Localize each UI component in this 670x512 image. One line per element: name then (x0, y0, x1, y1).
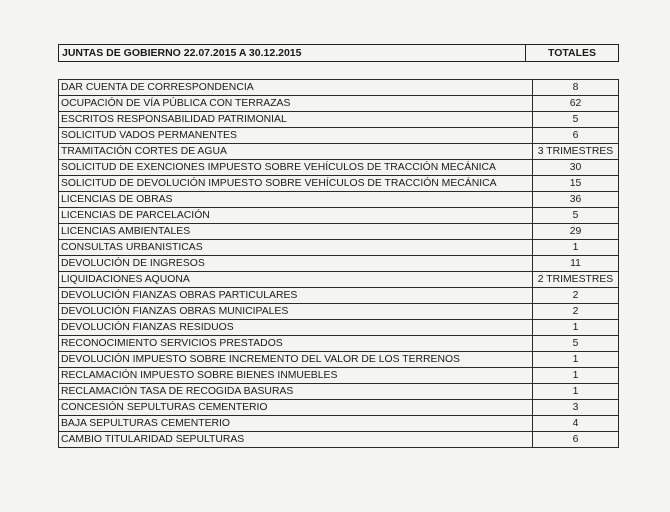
row-total: 5 (533, 112, 619, 128)
row-concept: SOLICITUD DE EXENCIONES IMPUESTO SOBRE VEHÍCULOS DE TRACCIÓN MECÁNICA (59, 160, 533, 176)
row-total: 29 (533, 224, 619, 240)
row-total: 1 (533, 320, 619, 336)
row-total: 1 (533, 368, 619, 384)
table-row (59, 272, 619, 288)
row-total: 4 (533, 416, 619, 432)
table-body (59, 80, 619, 448)
table-row (59, 320, 619, 336)
row-concept: DEVOLUCIÓN FIANZAS RESIDUOS (59, 320, 533, 336)
row-total: 6 (533, 128, 619, 144)
row-concept: DEVOLUCIÓN FIANZAS OBRAS MUNICIPALES (59, 304, 533, 320)
row-total: 2 (533, 288, 619, 304)
row-total: 5 (533, 208, 619, 224)
table-row (59, 432, 619, 448)
row-total: 2 (533, 304, 619, 320)
table-row (59, 224, 619, 240)
header-row (59, 45, 619, 62)
row-total: 3 (533, 400, 619, 416)
table-row (59, 192, 619, 208)
row-concept: LIQUIDACIONES AQUONA (59, 272, 533, 288)
row-total: 5 (533, 336, 619, 352)
table-row (59, 160, 619, 176)
row-concept: RECONOCIMIENTO SERVICIOS PRESTADOS (59, 336, 533, 352)
table-row (59, 208, 619, 224)
row-total: 8 (533, 80, 619, 96)
row-concept: TRAMITACIÓN CORTES DE AGUA (59, 144, 533, 160)
totals-table (58, 79, 619, 448)
row-concept: RECLAMACIÓN IMPUESTO SOBRE BIENES INMUEBLES (59, 368, 533, 384)
row-concept: ESCRITOS RESPONSABILIDAD PATRIMONIAL (59, 112, 533, 128)
table-row (59, 128, 619, 144)
row-total: 30 (533, 160, 619, 176)
row-total: 11 (533, 256, 619, 272)
row-concept: DEVOLUCIÓN IMPUESTO SOBRE INCREMENTO DEL VALOR DE LOS TERRENOS (59, 352, 533, 368)
row-concept: LICENCIAS AMBIENTALES (59, 224, 533, 240)
row-total: 36 (533, 192, 619, 208)
row-concept: LICENCIAS DE OBRAS (59, 192, 533, 208)
row-total: 6 (533, 432, 619, 448)
row-total: 15 (533, 176, 619, 192)
header-title: JUNTAS DE GOBIERNO 22.07.2015 A 30.12.2015 (59, 45, 526, 62)
table-row (59, 256, 619, 272)
table-row (59, 112, 619, 128)
table-row (59, 176, 619, 192)
row-concept: LICENCIAS DE PARCELACIÓN (59, 208, 533, 224)
row-concept: SOLICITUD DE DEVOLUCIÓN IMPUESTO SOBRE VEHÍCULOS DE TRACCIÓN MECÁNICA (59, 176, 533, 192)
row-total: 1 (533, 384, 619, 400)
row-concept: DEVOLUCIÓN DE INGRESOS (59, 256, 533, 272)
table-row (59, 144, 619, 160)
table-row (59, 368, 619, 384)
row-total: 2 TRIMESTRES (533, 272, 619, 288)
row-concept: RECLAMACIÓN TASA DE RECOGIDA BASURAS (59, 384, 533, 400)
row-total: 62 (533, 96, 619, 112)
table-row (59, 240, 619, 256)
table-row (59, 416, 619, 432)
header-totals-label: TOTALES (526, 45, 619, 62)
row-concept: CONSULTAS URBANISTICAS (59, 240, 533, 256)
row-concept: OCUPACIÓN DE VÍA PÚBLICA CON TERRAZAS (59, 96, 533, 112)
row-concept: SOLICITUD VADOS PERMANENTES (59, 128, 533, 144)
row-concept: DEVOLUCIÓN FIANZAS OBRAS PARTICULARES (59, 288, 533, 304)
row-concept: DAR CUENTA DE CORRESPONDENCIA (59, 80, 533, 96)
row-concept: BAJA SEPULTURAS CEMENTERIO (59, 416, 533, 432)
table-row (59, 352, 619, 368)
table-row (59, 384, 619, 400)
table-row (59, 80, 619, 96)
table-row (59, 336, 619, 352)
table-row (59, 288, 619, 304)
table-row (59, 304, 619, 320)
row-total: 1 (533, 240, 619, 256)
table-row (59, 96, 619, 112)
row-concept: CONCESIÓN SEPULTURAS CEMENTERIO (59, 400, 533, 416)
row-total: 1 (533, 352, 619, 368)
row-total: 3 TRIMESTRES (533, 144, 619, 160)
header-table (58, 44, 619, 62)
table-row (59, 400, 619, 416)
row-concept: CAMBIO TITULARIDAD SEPULTURAS (59, 432, 533, 448)
